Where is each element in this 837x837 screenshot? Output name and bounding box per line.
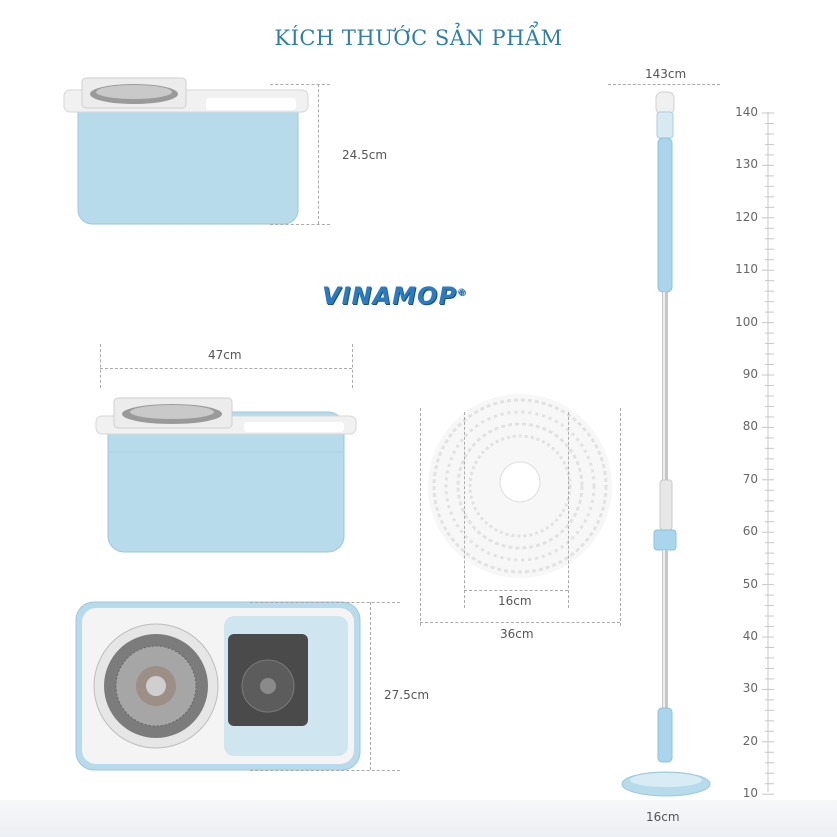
ruler-label: 90 [742,367,758,381]
ruler-label: 40 [742,629,758,643]
ruler-label: 100 [735,314,758,329]
ruler-label: 50 [742,576,758,591]
bottom-band [0,800,837,837]
mop-inner-label: 16cm [498,594,532,608]
mop-pole-image [610,86,720,802]
dim-line-width [370,602,371,770]
mop-dim-outer-line [420,622,620,623]
mop-dim-inner-line [464,590,568,591]
mop-dim-outer-left [420,408,421,626]
ruler-label: 70 [742,471,758,486]
ruler-label: 30 [742,681,758,696]
ruler-label: 10 [742,786,758,801]
ruler-label: 20 [742,733,758,748]
bucket-top-image [74,600,364,774]
dim-line-vertical [318,84,319,224]
pole-dim-line [608,84,720,85]
ruler-label: 140 [735,105,758,119]
dim-line-length [100,368,352,369]
bucket-length-label: 47cm [208,348,242,362]
ruler-label: 130 [735,157,758,172]
dim-line-top [270,84,330,85]
bucket-side-image [60,72,320,232]
mop-dim-inner-right [568,412,569,608]
ruler-label: 120 [735,209,758,224]
brand-logo [322,282,467,310]
brand-mark: ® [457,288,468,298]
brand-name: VINAMOP [322,282,458,310]
dim-line-top2 [250,602,400,603]
ruler-label: 60 [742,524,758,539]
dim-line-bottom2 [250,770,400,771]
mop-dim-inner-left [464,412,465,608]
height-ruler [762,100,776,800]
dim-line-left [100,344,101,388]
ruler-label: 80 [742,419,758,434]
bucket-width-label: 27.5cm [384,688,430,702]
bucket-front-image [94,392,358,556]
mop-outer-label: 36cm [500,627,534,641]
dim-line-right [352,344,353,388]
page-title: KÍCH THƯỚC SẢN PHẨM [274,26,563,50]
mop-base-label: 16cm [646,810,680,824]
dim-line-bottom [270,224,330,225]
bucket-height-label: 24.5cm [342,148,388,162]
pole-height-label: 143cm [645,67,687,81]
mop-head-image [420,386,620,586]
ruler-label: 110 [735,262,758,277]
